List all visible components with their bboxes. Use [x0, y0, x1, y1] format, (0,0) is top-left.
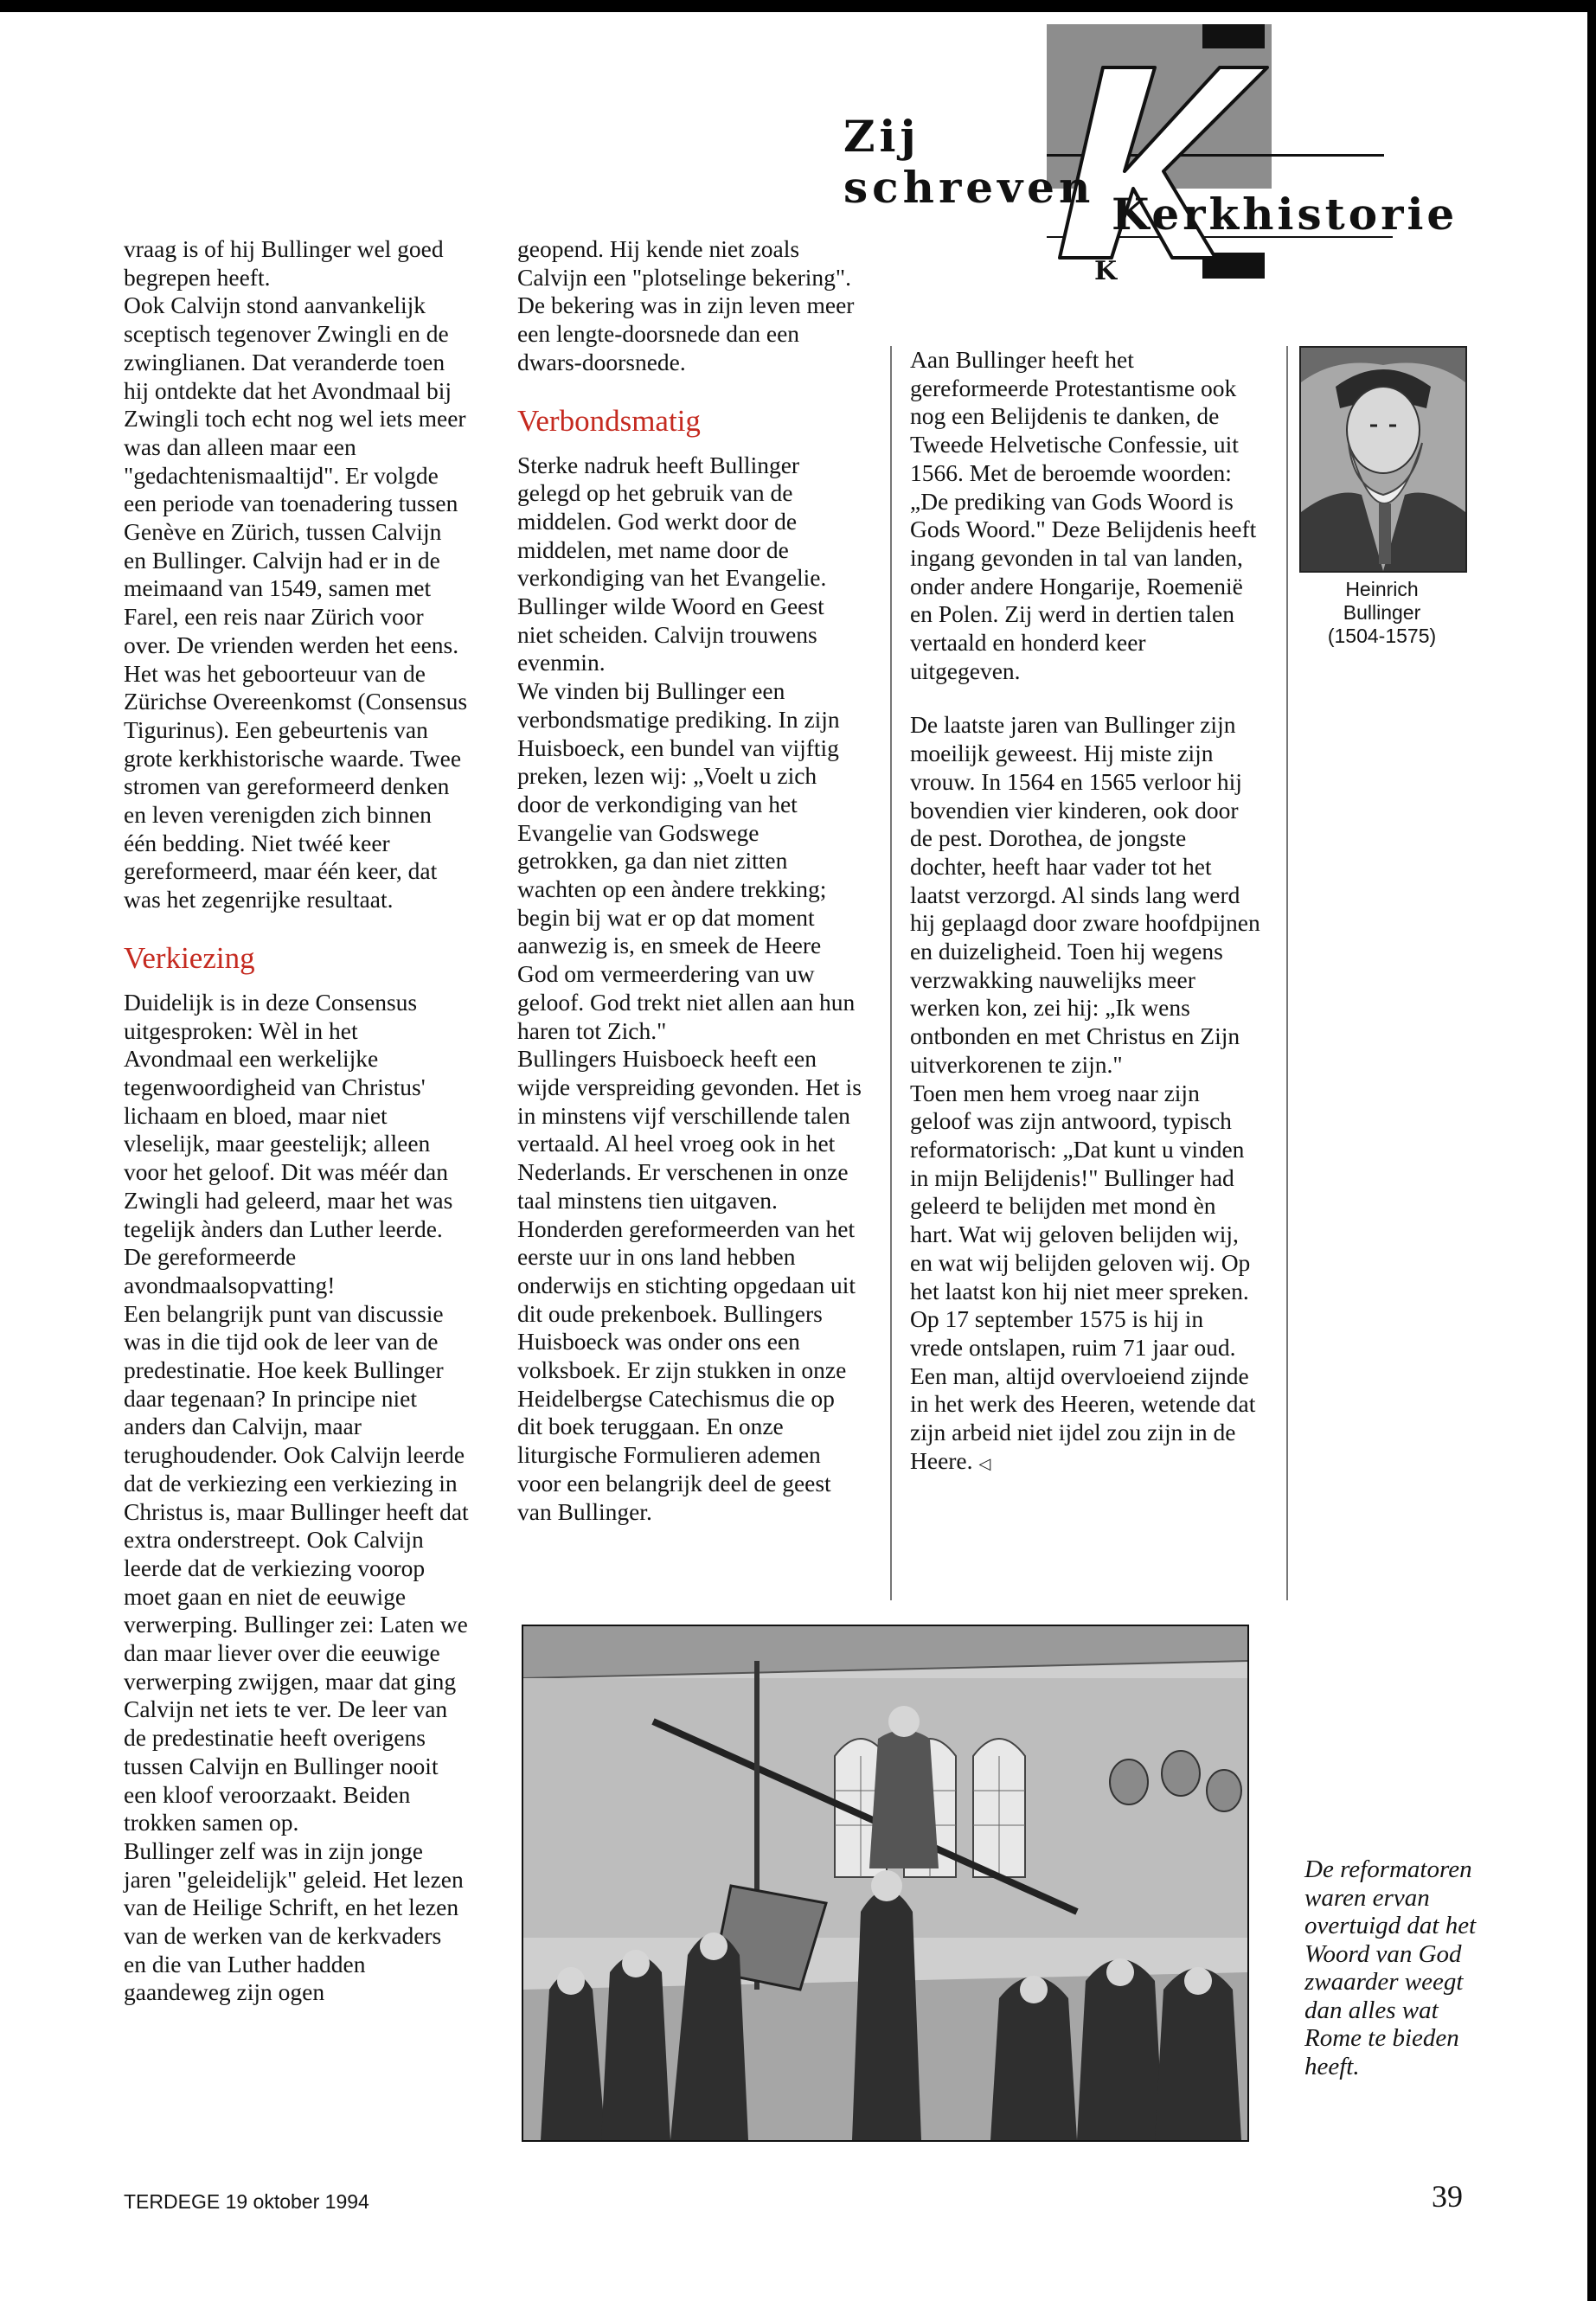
header-title-line1: Zij schreven — [843, 111, 1095, 213]
portrait-engraving — [1301, 348, 1465, 571]
svg-text:K: K — [1094, 256, 1118, 284]
paragraph: Bullingers Huisboeck heeft een wijde verspreiding gevonden. Het is in minstens vijf verschillende talen vertaald. Al heel vroeg ook in het Nederlands. Er verschenen in onze taal minstens tien uitgaven. Honderden gereformeerden van het eerste uur in ons land hebben onderwijs en stichting opgedaan uit dit oude prekenboek. Bullingers Huisboeck was onder ons een volksboek. Er zijn stukken in onze Heidelbergse Catechismus die op dit boek teruggaan. En onze liturgische Formulieren ademen voor een belangrijk deel de geest van Bullinger. — [517, 1045, 862, 1525]
paragraph: Een belangrijk punt van discussie was in die tijd ook de leer van de predestinatie. Hoe keek Bullinger daar tegenaan? In principe niet anders dan Calvijn, maar terughoudender. Ook Calvijn leerde dat de verkiezing een verkiezing in Christus is, maar Bullinger heeft dat extra onderstreept. Ook Calvijn leerde dat de verkiezing voorop moet gaan en niet de eeuwige verwerping. Bullinger zei: Laten we dan maar liever over die eeuwige verwerping zwijgen, maar dat ging Calvijn net iets te ver. De leer van de predestinatie heeft overigens tussen Calvijn en Bullinger nooit een kloof veroorzaakt. Beiden trokken samen op. — [124, 1299, 469, 1836]
engraving-image — [522, 1625, 1249, 2142]
portrait-image — [1299, 346, 1467, 573]
portrait-caption: Heinrich Bullinger (1504-1575) — [1327, 578, 1437, 647]
paragraph: De laatste jaren van Bullinger zijn moeilijk geweest. Hij miste zijn vrouw. In 1564 en 1565 verloor hij bovendien vier kinderen, ook door de pest. Dorothea, de jongste dochter, heeft haar vader tot het laatst verzorgd. Al sinds lang werd hij geplaagd door zware hoofdpijnen en duizeligheid. Toen hij wegens verzwakking nauwelijks meer werken kon, zei hij: „Ik wens ontbonden en met Christus en Zijn uitverkorenen te zijn." — [910, 711, 1260, 1078]
paragraph: Aan Bullinger heeft het gereformeerde Protestantisme ook nog een Belijdenis te danken, de Tweede Helvetische Confessie, uit 1566. Met de beroemde woorden: „De prediking van Gods Woord is Gods Woord." Deze Belijdenis heeft ingang gevonden in tal van landen, onder andere Hongarije, Roemenië en Polen. Zij werd in dertien talen vertaald en honderd keer uitgegeven. — [910, 346, 1257, 684]
column-1 — [124, 235, 470, 2007]
paragraph: vraag is of hij Bullinger wel goed begrepen heeft. — [124, 235, 444, 291]
paragraph: Ook Calvijn stond aanvankelijk sceptisch tegenover Zwingli en de zwinglianen. Dat veranderde toen hij ontdekte dat het Avondmaal bij Zwingli toch echt nog wel iets meer was dan alleen maar een "gedachtenismaaltijd". Er volgde een periode van toenadering tussen Genève en Zürich, tussen Calvijn en Bullinger. Calvijn had er in de meimaand van 1549, samen met Farel, een reis naar Zürich voor over. De vrienden werden het eens. Het was het geboorteuur van de Zürichse Overeenkomst (Consensus Tigurinus). Een gebeurtenis van grote kerkhistorische waarde. Twee stromen van gereformeerd denken en leven verenigden zich binnen één bedding. Niet twéé keer gereformeerd, maar één keer, dat was het zegenrijke resultaat. — [124, 292, 468, 913]
header-title-line2: Kerkhistorie — [1112, 189, 1458, 240]
subheading-verkiezing: Verkiezing — [124, 940, 255, 975]
paragraph: We vinden bij Bullinger een verbondsmatige prediking. In zijn Huisboeck, een bundel van vijftig preken, lezen wij: „Voelt u zich door de verkondiging van het Evangelie van Godswege getrokken, ga dan niet zitten wachten op een àndere trekking; begin bij wat er op dat moment aanwezig is, en smeek de Heere God om vermeerdering van uw geloof. God trekt niet allen aan hun haren tot Zich." — [517, 677, 856, 1044]
paragraph: Toen men hem vroeg naar zijn geloof was zijn antwoord, typisch reformatorisch: „Dat kunt u vinden in mijn Belijdenis!" Bullinger had geleerd te belijden met mond èn hart. Wat wij geloven belijden wij, en wat wij belijden geloven wij. Op het laatst kon hij niet meer spreken. Op 17 september 1575 is hij in vrede ontslapen, ruim 71 jaar oud. Een man, altijd overvloeiend zijnde in het werk des Heeren, wetende dat zijn arbeid niet ijdel zou zijn in de Heere. ◁ — [910, 1079, 1256, 1474]
footer-publication: TERDEGE 19 oktober 1994 — [124, 2190, 369, 2213]
engraving-caption: De reformatoren waren ervan overtuigd dat het Woord van God zwaarder weegt dan alles wat Rome te bieden heeft. — [1304, 1856, 1477, 2080]
column-3 — [910, 346, 1260, 1477]
paragraph: Sterke nadruk heeft Bullinger gelegd op het gebruik van de middelen. God werkt door de middelen, met name door de verkondiging van het Evangelie. Bullinger wilde Woord en Geest niet scheiden. Calvijn trouwens evenmin. — [517, 451, 827, 676]
column-2 — [517, 235, 863, 1526]
column-rule — [1286, 346, 1288, 1600]
engraving-scale-scene — [523, 1626, 1247, 2140]
paragraph: Duidelijk is in deze Consensus uitgesproken: Wèl in het Avondmaal een werkelijke tegenwoordigheid van Christus' lichaam en bloed, maar niet vleselijk, maar geestelijk; alleen voor het geloof. Dit was méér dan Zwingli had geleerd, maar het was tegelijk ànders dan Luther leerde. De gereformeerde avondmaalsopvatting! — [124, 988, 453, 1298]
paragraph: Bullinger zelf was in zijn jonge jaren "geleidelijk" geleid. Het lezen van de Heilige Schrift, en het lezen van de werken van de kerkvaders en die van Luther hadden gaandeweg zijn ogen — [124, 1836, 464, 2006]
column-rule — [890, 346, 892, 1600]
right-border — [1587, 0, 1596, 2301]
top-border — [0, 0, 1596, 12]
page-number: 39 — [1432, 2179, 1463, 2214]
subheading-verbondsmatig: Verbondsmatig — [517, 403, 701, 438]
paragraph: geopend. Hij kende niet zoals Calvijn een "plotselinge bekering". De bekering was in zijn leven meer een lengte-doorsnede dan een dwars-doorsnede. — [517, 235, 855, 375]
end-mark-icon: ◁ — [978, 1454, 991, 1472]
